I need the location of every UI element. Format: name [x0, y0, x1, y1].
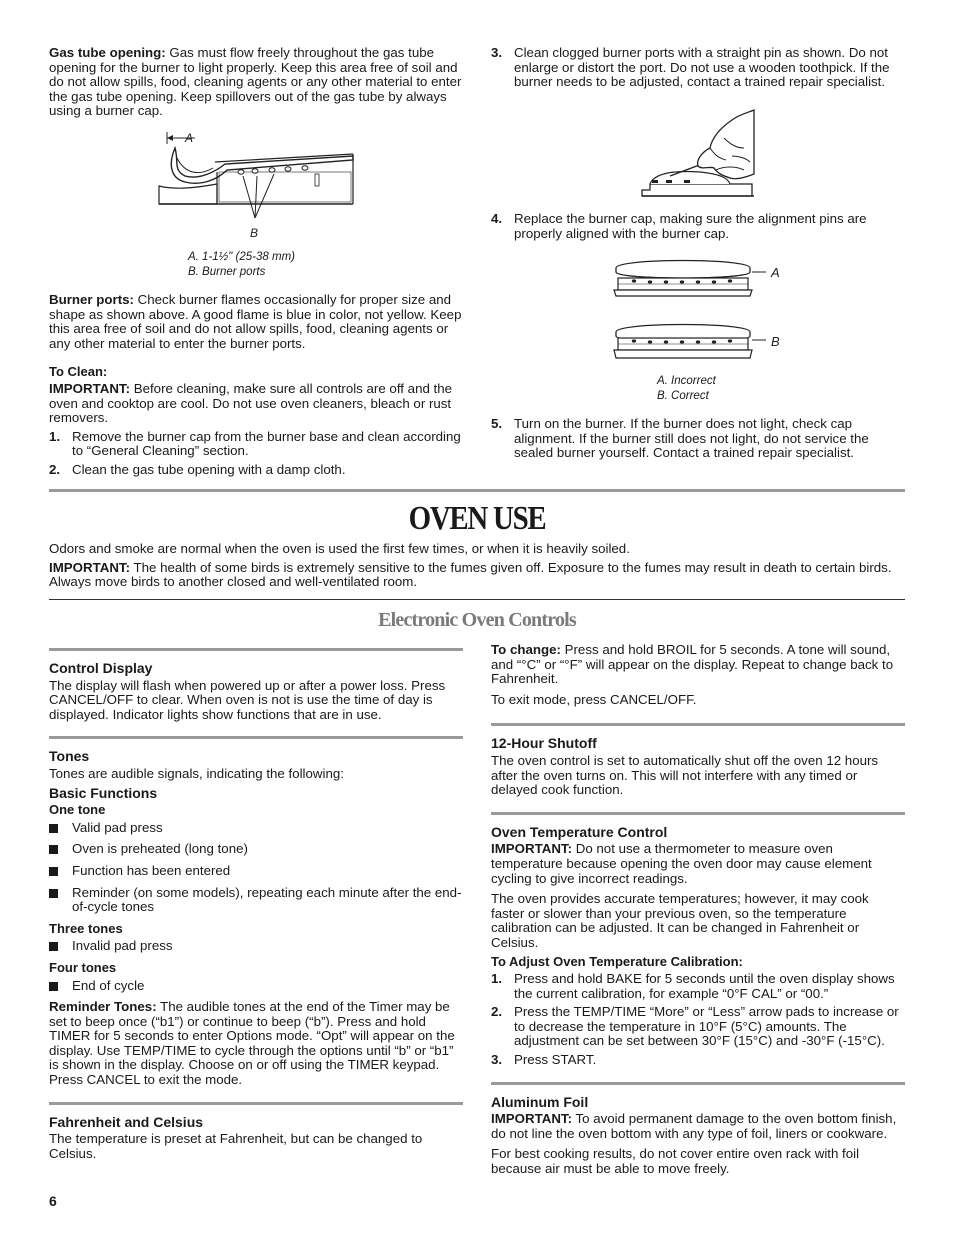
- fig3-label-b: B: [771, 334, 780, 349]
- fig1-label-b: B: [250, 226, 259, 240]
- right-bottom-column: To change: Press and hold BROIL for 5 seconds. A tone will sound, and “°C” or “°F” will appear on the display. Repeat to change back to Fahrenheit. To exit mode, press CANCEL/OFF. 12-Hour Shutoff The oven control is set to automatically shut off the oven 12 hours after the oven turns on. This will not interfere with any timed or delayed cook function. Oven Temperature Control IMPORTANT: Do not use a thermometer to measure oven temperature because opening the oven door may cause element cycling to give incorrect readings. The oven provides accurate temperatures; however, it may cook faster or slower than your previous oven, so the temperature calibration can be adjusted. It can be changed in Fahrenheit or Celsius. To Adjust Oven Temperature Calibration: 1. Press and hold BAKE for 5 seconds until the oven display shows the current calibration, for example “0°F CAL” or “00.” 2. Press the TEMP/TIME “More” or “Less” arrow pads to increase or to decrease the temperature in 10°F (5°C) amounts. The adjustment can be set between 30°F (15°C) and -30°F (-15°C). 3. Press START. Aluminum Foil IMPORTANT: To avoid permanent damage to the oven bottom finish, do not line the oven bottom with any type of foil, liners or cookware. For best cooking results, do not cover entire oven rack with foil because air must be able to move freely.: [491, 643, 905, 1183]
- list-item: 3. Press START.: [491, 1052, 597, 1068]
- list-item: 5. Turn on the burner. If the burner does not light, check cap alignment. If the burner still does not light, do not service the sealed burner yourself. Contact a trained repair specialist.: [491, 416, 869, 461]
- foil-important-paragraph: IMPORTANT: To avoid permanent damage to the oven bottom finish, do not line the oven bottom with any type of foil, liners or cookware.: [491, 1111, 897, 1141]
- right-top-column-step4: [491, 212, 905, 245]
- list-item: 2. Clean the gas tube opening with a damp cloth.: [49, 461, 346, 477]
- page-number: 6: [49, 1193, 57, 1209]
- right-top-column-step5: [491, 417, 905, 465]
- four-tones-heading: Four tones: [49, 959, 117, 975]
- right-top-column: [491, 46, 905, 94]
- gas-tube-paragraph: Gas tube opening: Gas must flow freely throughout the gas tube opening for the burner to light properly. Keep this area free of soil and do not allow spills, food, cleaning agents or any other material to enter the gas tube opening. Keep spillovers out of the gas tube by always using a burner cap.: [49, 45, 462, 119]
- page-title: OVEN USE: [408, 500, 546, 537]
- left-top-column-lower: [49, 293, 463, 482]
- burner-cap-diagram: [155, 128, 360, 243]
- temp-important-paragraph: IMPORTANT: Do not use a thermometer to measure oven temperature because opening the oven door may cause element cycling to give incorrect readings.: [491, 841, 872, 886]
- pin-cleaning-illustration: [640, 108, 758, 200]
- fig1-label-a: A: [185, 131, 194, 145]
- list-item: 1. Remove the burner cap from the burner base and clean according to “General Cleaning” section.: [49, 428, 461, 459]
- shutoff-heading: 12-Hour Shutoff: [491, 735, 597, 752]
- list-item: Valid pad press: [49, 821, 463, 836]
- to-change-paragraph: To change: Press and hold BROIL for 5 seconds. A tone will sound, and “°C” or “°F” will appear on the display. Repeat to change back to Fahrenheit.: [491, 642, 894, 687]
- reminder-tones-paragraph: Reminder Tones: The audible tones at the end of the Timer may be set to beep once (“b1”) or continue to beep (“b”). Press and hold TIMER for 5 seconds to enter Options mode. “Opt” will appear on the display. Use TEMP/TIME to cycle through the options until “b” or “b1” is shown in the display. Choose on or off using the TIMER keypad. Press CANCEL to exit the mode.: [49, 999, 455, 1088]
- list-item: 4. Replace the burner cap, making sure the alignment pins are properly aligned with the burner cap.: [491, 211, 867, 241]
- birds-warning: IMPORTANT: The health of some birds is extremely sensitive to the fumes given off. Exposure to the fumes may result in death to certain birds. Always move birds to another closed and well-ventilated room.: [49, 559, 892, 590]
- burner-ports-paragraph: Burner ports: Check burner flames occasionally for proper size and shape as shown above. A good flame is blue in color, not yellow. Keep this area free of soil and do not allow spills, food, cleaning agents or any other material to enter the burner ports.: [49, 292, 462, 351]
- adjust-heading: To Adjust Oven Temperature Calibration:: [491, 953, 743, 969]
- temp-control-heading: Oven Temperature Control: [491, 823, 668, 840]
- fig3-label-a: A: [771, 265, 780, 280]
- adjust-steps: [491, 972, 905, 1068]
- section-rule: [49, 736, 463, 739]
- section-rule: [491, 812, 905, 815]
- list-item: 2. Press the TEMP/TIME “More” or “Less” arrow pads to increase or to decrease the temperature in 10°F (5°C) amounts. The adjustment can be set between 30°F (15°C) and -30°F (-15°C).: [491, 1004, 899, 1049]
- fig3-caption: A. Incorrect B. Correct: [657, 375, 716, 402]
- tones-heading: Tones: [49, 748, 90, 765]
- list-item: Invalid pad press: [49, 939, 463, 954]
- list-item: End of cycle: [49, 979, 463, 994]
- section-rule: [491, 1082, 905, 1085]
- three-tones-list: [49, 939, 463, 954]
- oven-use-intro: Odors and smoke are normal when the oven is used the first few times, or when it is heavily soiled. IMPORTANT: The health of some birds is extremely sensitive to the fumes given off. Exposure to the fumes may result in death to certain birds. Always move birds to another closed and well-ventilated room.: [49, 542, 905, 596]
- one-tone-list: [49, 821, 463, 915]
- left-top-column: [49, 46, 463, 125]
- section-rule: [49, 1102, 463, 1105]
- section-rule: [491, 723, 905, 726]
- left-bottom-column: Control Display The display will flash when powered up or after a power loss. Press CANCEL/OFF to clear. When oven is not is use the time of day is displayed. Indicator lights show functions that are in use. Tones Tones are audible signals, indicating the following: Basic Functions One tone Valid pad press Oven is preheated (long tone) Function has been entered Reminder (on some models), repeating each minute after the end-of-cycle tones Three tones Invalid pad press Four tones End of cycle Reminder Tones: The audible tones at the end of the Timer may be set to beep once (“b1”) or continue to beep (“b”). Press and hold TIMER for 5 seconds to enter Options mode. “Opt” will appear on the display. Use TEMP/TIME to cycle through the options until “b” or “b1” is shown in the display. Choose on or off using the TIMER keypad. Press CANCEL to exit the mode. Fahrenheit and Celsius The temperature is preset at Fahrenheit, but can be changed to Celsius.: [49, 648, 463, 1167]
- fahrenheit-heading: Fahrenheit and Celsius: [49, 1113, 204, 1130]
- intro-divider: [49, 599, 905, 600]
- section-subtitle: Electronic Oven Controls: [378, 609, 576, 631]
- list-item: Function has been entered: [49, 864, 463, 879]
- list-item: Reminder (on some models), repeating each minute after the end-of-cycle tones: [49, 886, 463, 915]
- section-rule: [49, 648, 463, 651]
- list-item: Oven is preheated (long tone): [49, 842, 463, 857]
- foil-heading: Aluminum Foil: [491, 1093, 589, 1110]
- section-divider: [49, 489, 905, 492]
- one-tone-heading: One tone: [49, 802, 106, 818]
- fig1-caption: A. 1-1½" (25-38 mm) B. Burner ports: [188, 251, 295, 278]
- four-tones-list: [49, 979, 463, 994]
- to-clean-steps: [49, 430, 463, 478]
- basic-functions-heading: Basic Functions: [49, 784, 158, 801]
- to-clean-important: IMPORTANT: Before cleaning, make sure all controls are off and the oven and cooktop are cool. Do not use oven cleaners, bleach or rust removers.: [49, 380, 453, 426]
- to-clean-heading: To Clean:: [49, 364, 108, 380]
- list-item: 3. Clean clogged burner ports with a straight pin as shown. Do not enlarge or distort the port. Do not use a wooden toothpick. If the burner needs to be adjusted, contact a trained repair specialist.: [491, 45, 890, 90]
- three-tones-heading: Three tones: [49, 920, 123, 936]
- control-display-heading: Control Display: [49, 660, 153, 676]
- burner-cap-alignment-diagram: [610, 254, 790, 366]
- list-item: 1. Press and hold BAKE for 5 seconds until the oven display shows the current calibration, for example “0°F CAL” or “00.”: [491, 971, 895, 1001]
